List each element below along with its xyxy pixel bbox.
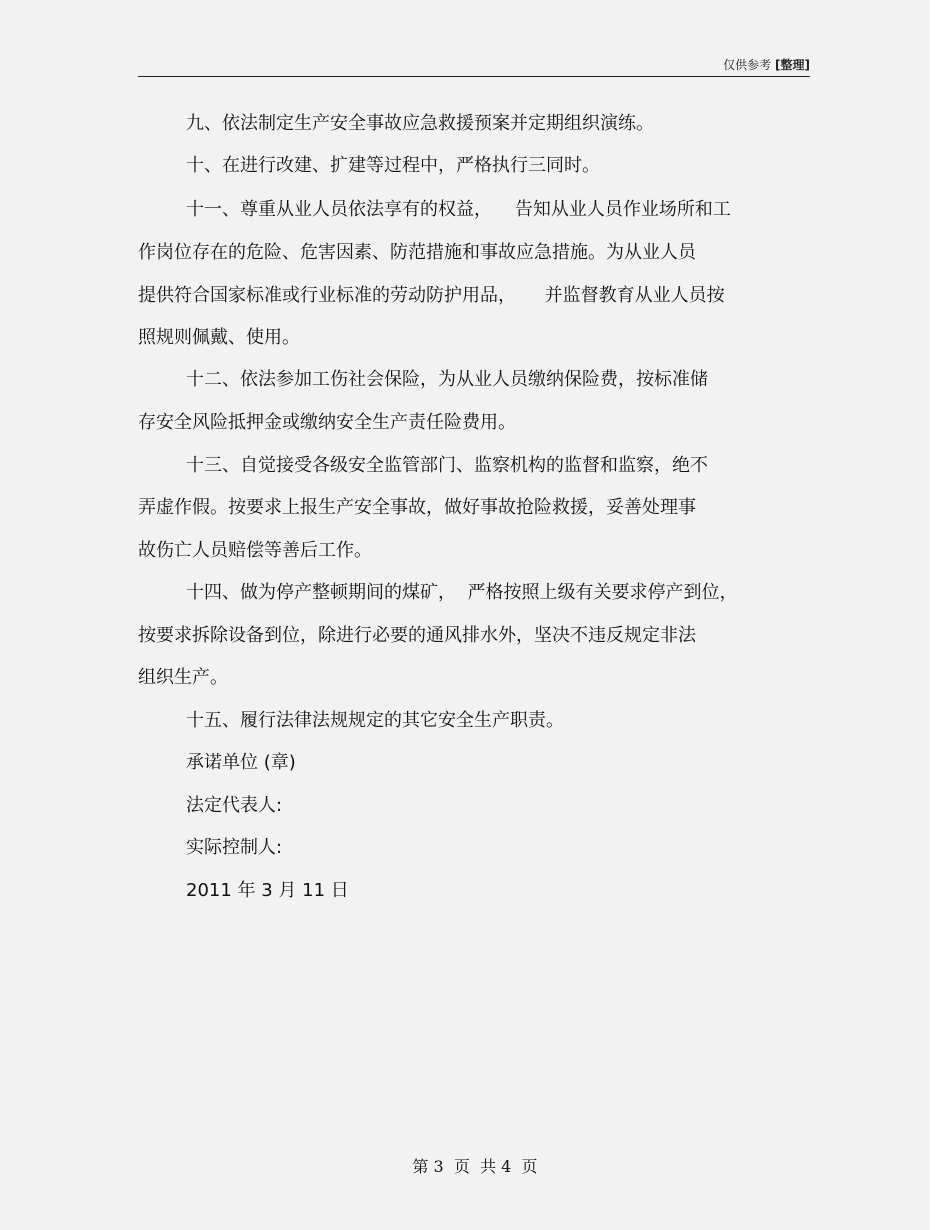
paragraph-11-line-4: 照规则佩戴、使用。: [138, 327, 300, 348]
paragraph-15-line-1: 十五、履行法律法规规定的其它安全生产职责。: [186, 710, 564, 731]
paragraph-14-line-2: 按要求拆除设备到位，除进行必要的通风排水外，坚决不违反规定非法: [138, 625, 696, 646]
paragraph-14-line-1: 十四、做为停产整顿期间的煤矿， 严格按照上级有关要求停产到位，: [186, 582, 738, 603]
header-note-text: 仅供参考: [723, 58, 772, 72]
signatory-unit-line: 承诺单位 (章): [186, 752, 296, 773]
paragraph-14-line-3: 组织生产。: [138, 667, 228, 688]
header-note: [723, 56, 810, 73]
paragraph-12-line-2: 存安全风险抵押金或缴纳安全生产责任险费用。: [138, 412, 516, 433]
page-number-footer: 第 3 页 共 4 页: [412, 1157, 538, 1176]
actual-controller-line: 实际控制人:: [186, 837, 283, 858]
header-note-tag: [整理]: [775, 58, 810, 72]
paragraph-13-line-3: 故伤亡人员赔偿等善后工作。: [138, 540, 372, 561]
paragraph-11-line-3: 提供符合国家标准或行业标准的劳动防护用品， 并监督教育从业人员按: [138, 285, 725, 306]
page-margin: [930, 0, 950, 1230]
paragraph-9-line-1: 九、依法制定生产安全事故应急救援预案并定期组织演练。: [186, 113, 654, 134]
paragraph-10-line-1: 十、在进行改建、扩建等过程中，严格执行三同时。: [186, 155, 600, 176]
header-divider: [138, 76, 810, 77]
paragraph-11-line-1: 十一、尊重从业人员依法享有的权益， 告知从业人员作业场所和工: [186, 199, 731, 220]
paragraph-11-line-2: 作岗位存在的危险、危害因素、防范措施和事故应急措施。为从业人员: [138, 242, 696, 263]
paragraph-12-line-1: 十二、依法参加工伤社会保险，为从业人员缴纳保险费，按标准储: [186, 369, 708, 390]
document-date: 2011 年 3 月 11 日: [186, 880, 349, 901]
paragraph-13-line-2: 弄虚作假。按要求上报生产安全事故，做好事故抢险救援，妥善处理事: [138, 497, 696, 518]
legal-representative-line: 法定代表人:: [186, 795, 283, 816]
paragraph-13-line-1: 十三、自觉接受各级安全监管部门、监察机构的监督和监察，绝不: [186, 455, 708, 476]
